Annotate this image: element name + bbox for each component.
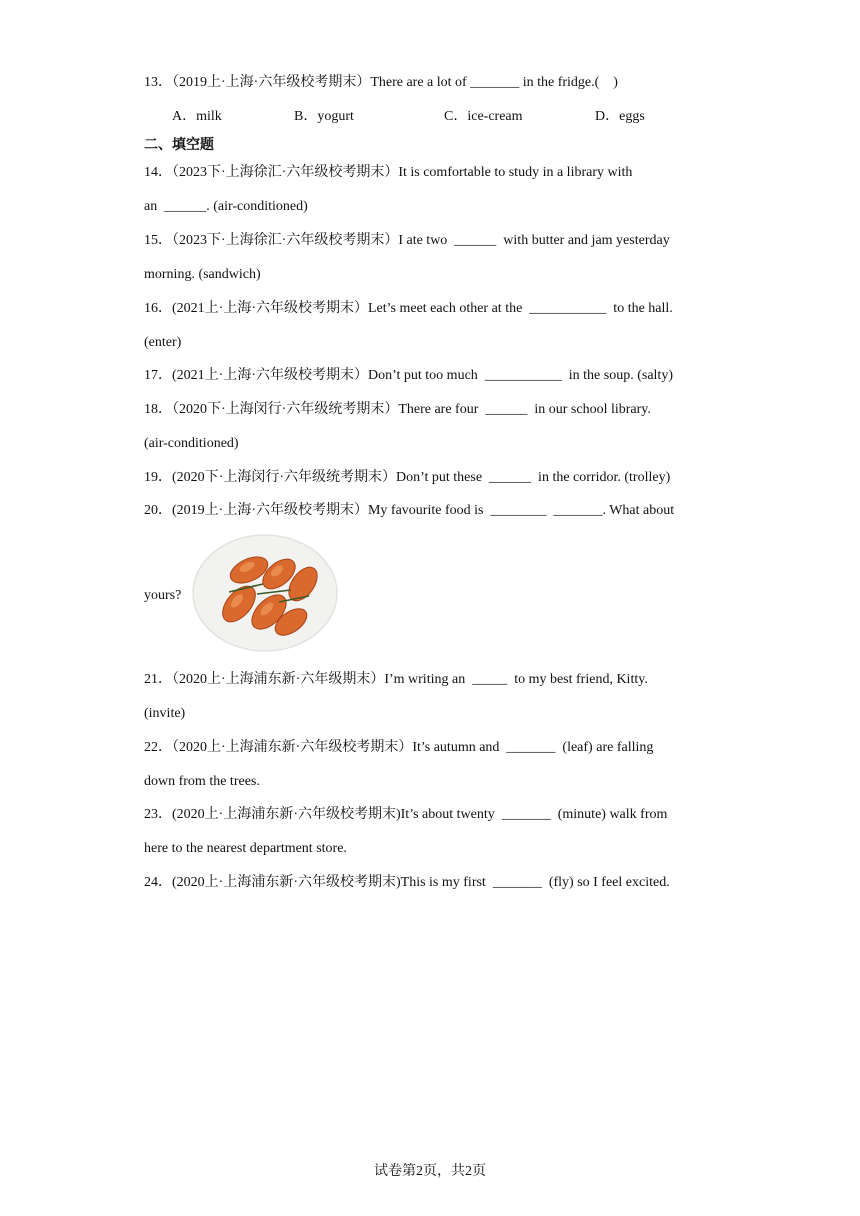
- question-22-line1: 22．（2020上·上海浦东新·六年级校考期末）It’s autumn and _______ (leaf) are falling: [144, 740, 654, 755]
- page-footer: 试卷第2页，共2页: [374, 1164, 486, 1179]
- question-17-line1: 17．(2021上·上海·六年级校考期末）Don’t put too much ___________ in the soup. (salty): [144, 368, 673, 383]
- question-18-line1: 18．（2020下·上海闵行·六年级统考期末）There are four ______ in our school library.: [144, 402, 651, 417]
- question-14-line2: an ______. (air-conditioned): [144, 199, 308, 214]
- question-24-line1: 24．(2020上·上海浦东新·六年级校考期末)This is my first _______ (fly) so I feel excited.: [144, 875, 670, 890]
- section-title-fill-in: 二、填空题: [144, 137, 214, 153]
- question-21-line2: (invite): [144, 706, 186, 721]
- question-19-line1: 19．(2020下·上海闵行·六年级统考期末）Don’t put these ______ in the corridor. (trolley): [144, 470, 671, 485]
- question-13-stem: 13．（2019上·上海·六年级校考期末）There are a lot of _______ in the fridge.( ): [144, 75, 618, 90]
- question-23-line2: here to the nearest department store.: [144, 841, 347, 856]
- question-15-line1: 15．（2023下·上海徐汇·六年级校考期末）I ate two ______ with butter and jam yesterday: [144, 233, 670, 248]
- question-20-line1: 20．(2019上·上海·六年级校考期末）My favourite food is ________ _______. What about: [144, 503, 675, 518]
- chicken-wings-image: [191, 532, 339, 654]
- question-16-line1: 16．(2021上·上海·六年级校考期末）Let’s meet each other at the ___________ to the hall.: [144, 301, 673, 316]
- question-23-line1: 23．(2020上·上海浦东新·六年级校考期末)It’s about twenty _______ (minute) walk from: [144, 807, 668, 822]
- question-18-line2: (air-conditioned): [144, 436, 239, 451]
- question-16-line2: (enter): [144, 335, 182, 350]
- option-b: B．yogurt: [294, 109, 354, 124]
- question-14-line1: 14．（2023下·上海徐汇·六年级校考期末）It is comfortable to study in a library with: [144, 165, 633, 180]
- option-a: A．milk: [172, 109, 222, 124]
- question-20-line2: yours?: [144, 588, 182, 603]
- question-21-line1: 21．（2020上·上海浦东新·六年级期末）I’m writing an _____ to my best friend, Kitty.: [144, 672, 648, 687]
- option-c: C．ice-cream: [444, 109, 523, 124]
- option-d: D．eggs: [595, 109, 645, 124]
- question-15-line2: morning. (sandwich): [144, 267, 261, 282]
- question-22-line2: down from the trees.: [144, 774, 260, 789]
